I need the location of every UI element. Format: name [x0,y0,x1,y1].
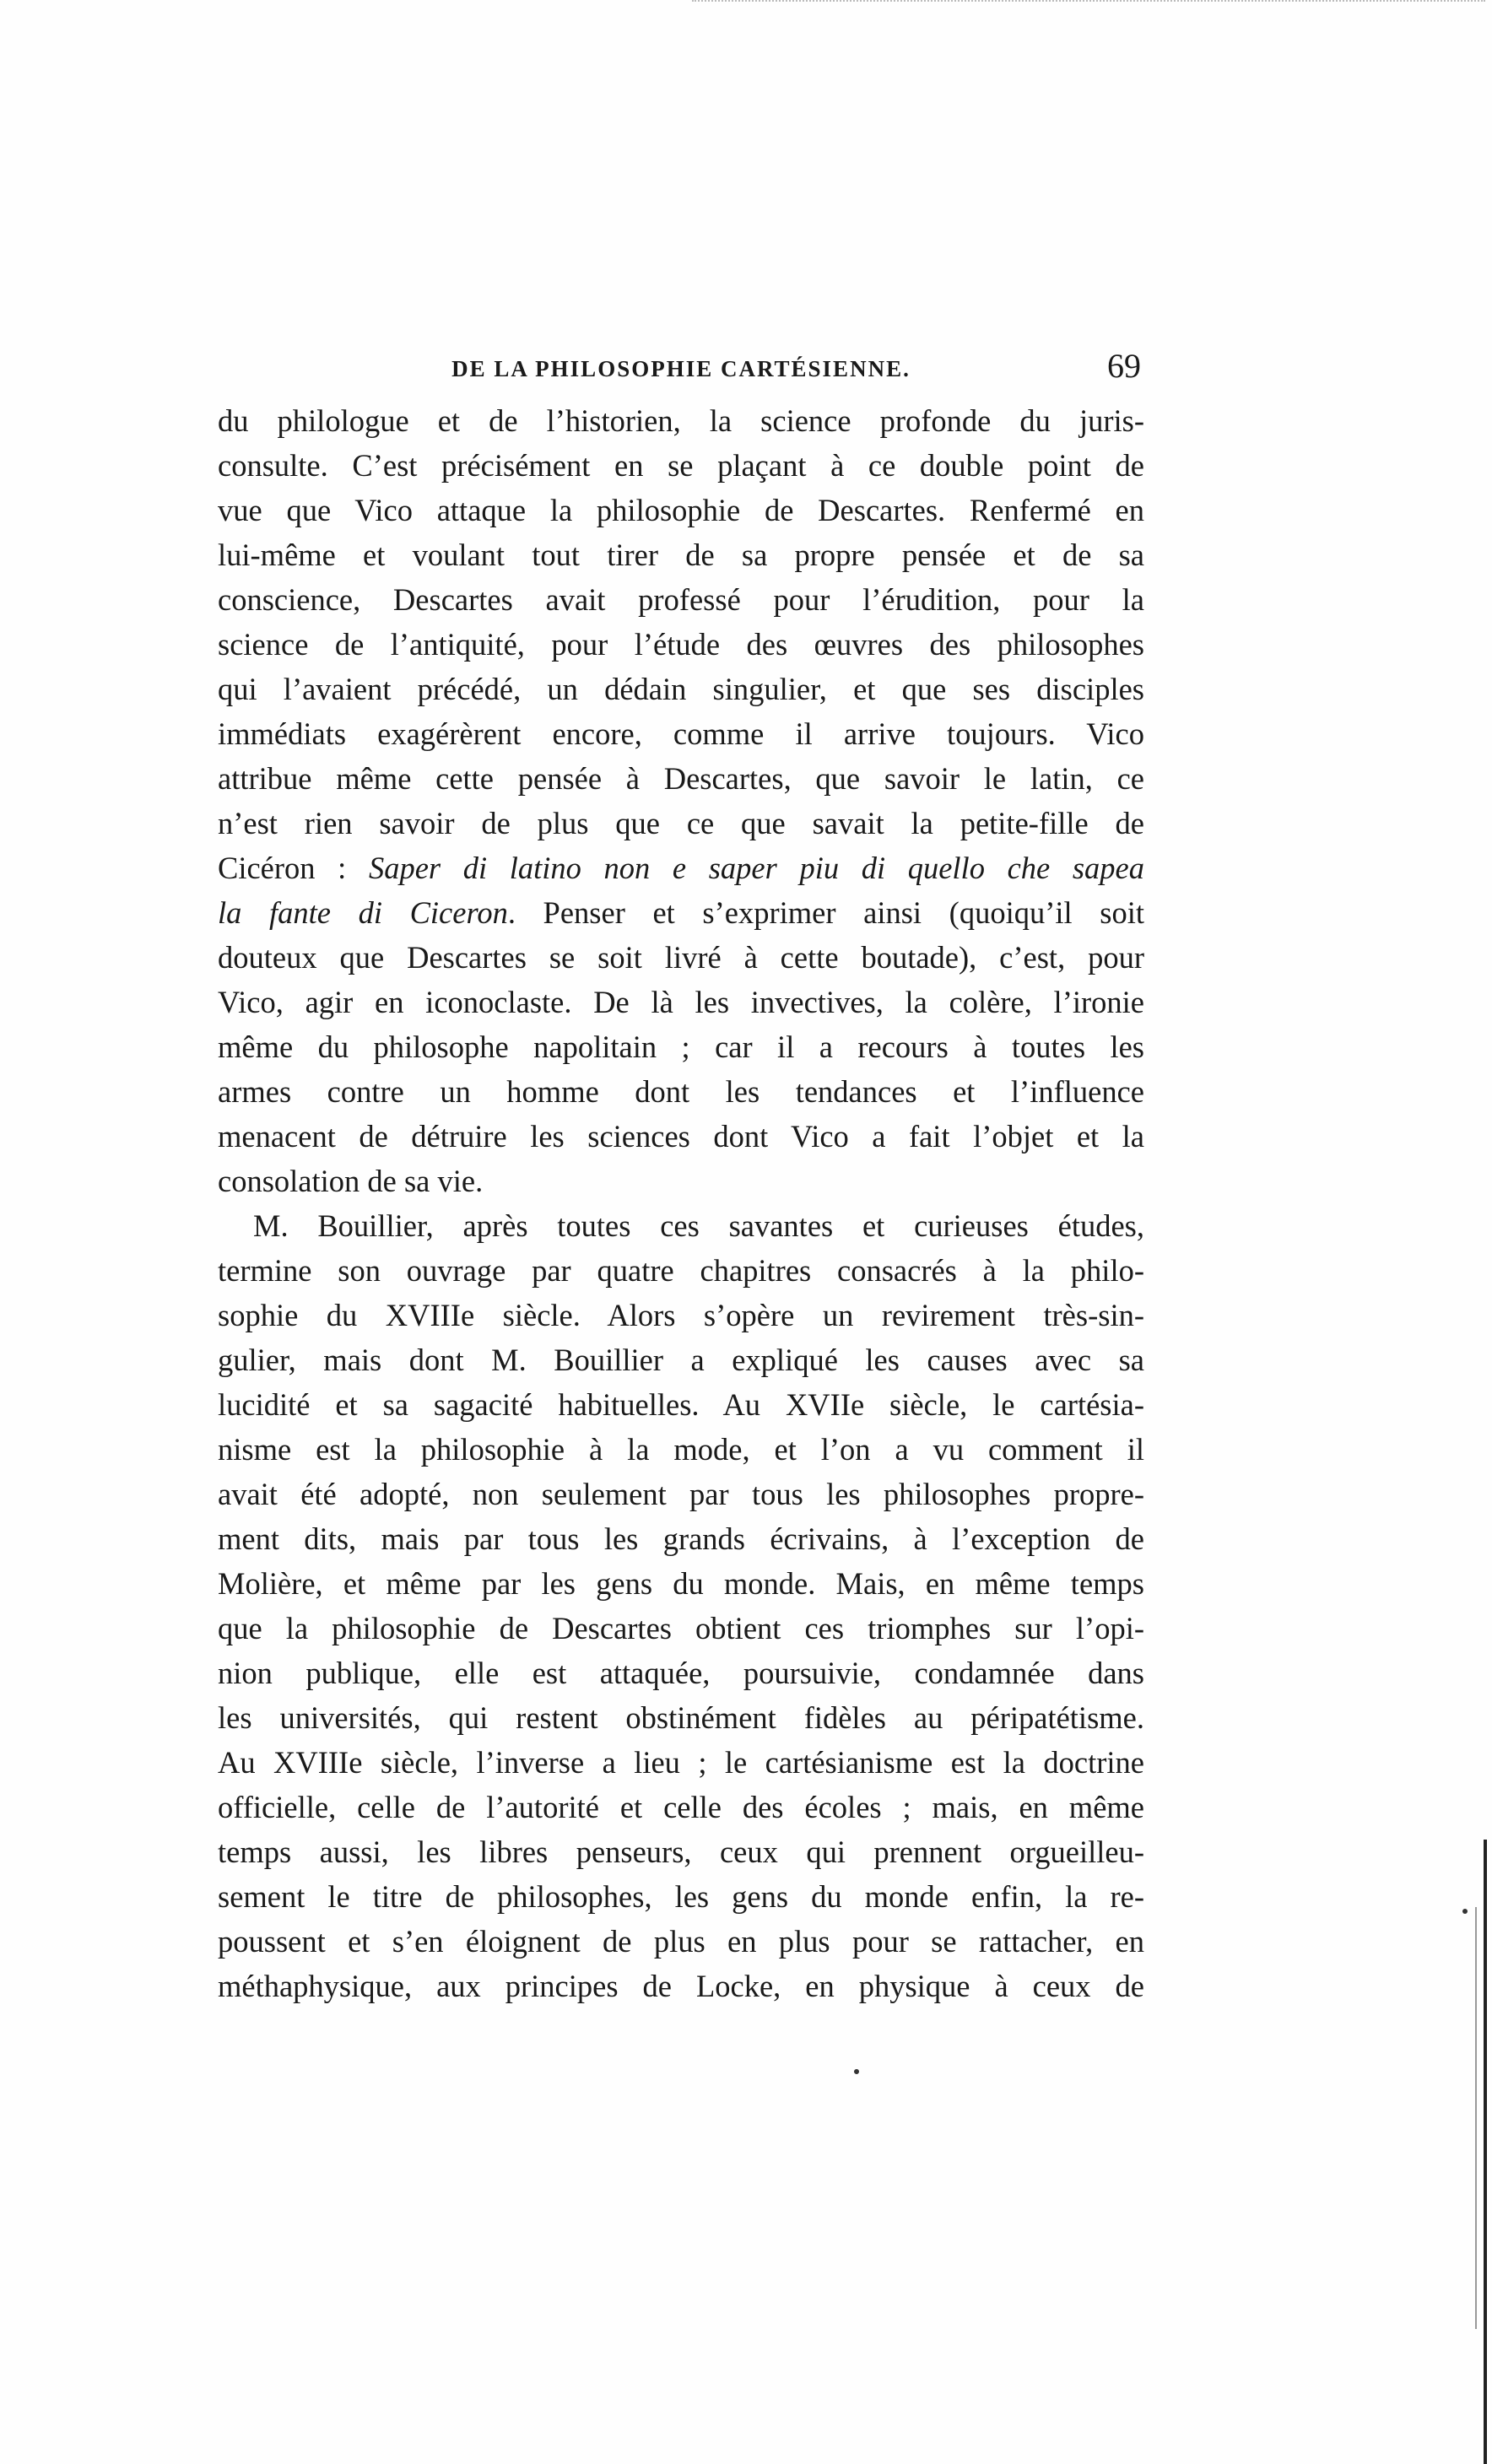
scan-speck [854,2069,859,2074]
body-text [218,398,1144,2008]
italic-quote: Saper di latino non e saper piu di quello che sapea [368,851,1144,885]
text-line: poussent et s’en éloignent de plus en plus pour se rattacher, en [218,1924,1144,1959]
text-line: armes contre un homme dont les tendances et l’influence [218,1074,1144,1109]
text-line: sophie du XVIIIe siècle. Alors s’opère un revirement très-sin- [218,1298,1144,1332]
running-head [218,346,1144,393]
text-fragment: . Penser et s’exprimer ainsi (quoiqu’il soit [507,895,1144,930]
text-line: lucidité et sa sagacité habituelles. Au XVIIe siècle, le cartésia- [218,1387,1144,1422]
text-line: M. Bouillier, après toutes ces savantes et curieuses études, [253,1208,1144,1243]
text-line: nion publique, elle est attaquée, poursuivie, condamnée dans [218,1656,1144,1690]
text-line: n’est rien savoir de plus que ce que savait la petite-fille de [218,806,1144,840]
italic-quote: la fante di Ciceron [218,895,508,930]
text-line: immédiats exagérèrent encore, comme il arrive toujours. Vico [218,716,1144,751]
scan-edge-shadow [1484,1840,1487,2464]
text-line: lui-même et voulant tout tirer de sa propre pensée et de sa [218,538,1144,572]
text-line [218,890,1144,935]
text-line: que la philosophie de Descartes obtient ces triomphes sur l’opi- [218,1611,1144,1645]
text-line: Au XVIIIe siècle, l’inverse a lieu ; le cartésianisme est la doctrine [218,1745,1144,1780]
text-line: douteux que Descartes se soit livré à cette boutade), c’est, pour [218,940,1144,975]
scan-speck [1462,1909,1468,1914]
text-line: les universités, qui restent obstinément fidèles au péripatétisme. [218,1700,1144,1735]
text-line [218,846,1144,890]
text-line: conscience, Descartes avait professé pour l’érudition, pour la [218,582,1144,617]
page-number: 69 [1107,347,1141,385]
text-line: termine son ouvrage par quatre chapitres consacrés à la philo- [218,1253,1144,1288]
scan-noise [692,0,1485,5]
text-line: méthaphysique, aux principes de Locke, en physique à ceux de [218,1969,1144,2003]
text-line: avait été adopté, non seulement par tous les philosophes propre- [218,1477,1144,1511]
text-line: Vico, agir en iconoclaste. De là les invectives, la colère, l’ironie [218,985,1144,1019]
text-line: menacent de détruire les sciences dont Vico a fait l’objet et la [218,1119,1144,1154]
text-line: temps aussi, les libres penseurs, ceux qui prennent orgueilleu- [218,1834,1144,1869]
text-line: vue que Vico attaque la philosophie de Descartes. Renfermé en [218,493,1144,527]
text-line: Molière, et même par les gens du monde. Mais, en même temps [218,1566,1144,1601]
text-line: même du philosophe napolitain ; car il a recours à toutes les [218,1029,1144,1064]
text-line: officielle, celle de l’autorité et celle des écoles ; mais, en même [218,1790,1144,1824]
text-line: sement le titre de philosophes, les gens du monde enfin, la re- [218,1879,1144,1914]
scan-edge-shadow [1475,1907,1477,2329]
text-line: qui l’avaient précédé, un dédain singulier, et que ses disciples [218,672,1144,706]
text-line: du philologue et de l’historien, la science profonde du juris- [218,403,1144,438]
text-line: consulte. C’est précisément en se plaçant à ce double point de [218,448,1144,483]
text-line: ment dits, mais par tous les grands écrivains, à l’exception de [218,1521,1144,1556]
text-line: gulier, mais dont M. Bouillier a expliqué les causes avec sa [218,1343,1144,1377]
text-line: nisme est la philosophie à la mode, et l’on a vu comment il [218,1432,1144,1467]
text-line: attribue même cette pensée à Descartes, que savoir le latin, ce [218,761,1144,796]
text-line: science de l’antiquité, pour l’étude des œuvres des philosophes [218,627,1144,662]
running-title: DE LA PHILOSOPHIE CARTÉSIENNE. [451,356,911,381]
text-line: consolation de sa vie. [218,1164,484,1198]
text-fragment: Cicéron : [218,851,369,885]
